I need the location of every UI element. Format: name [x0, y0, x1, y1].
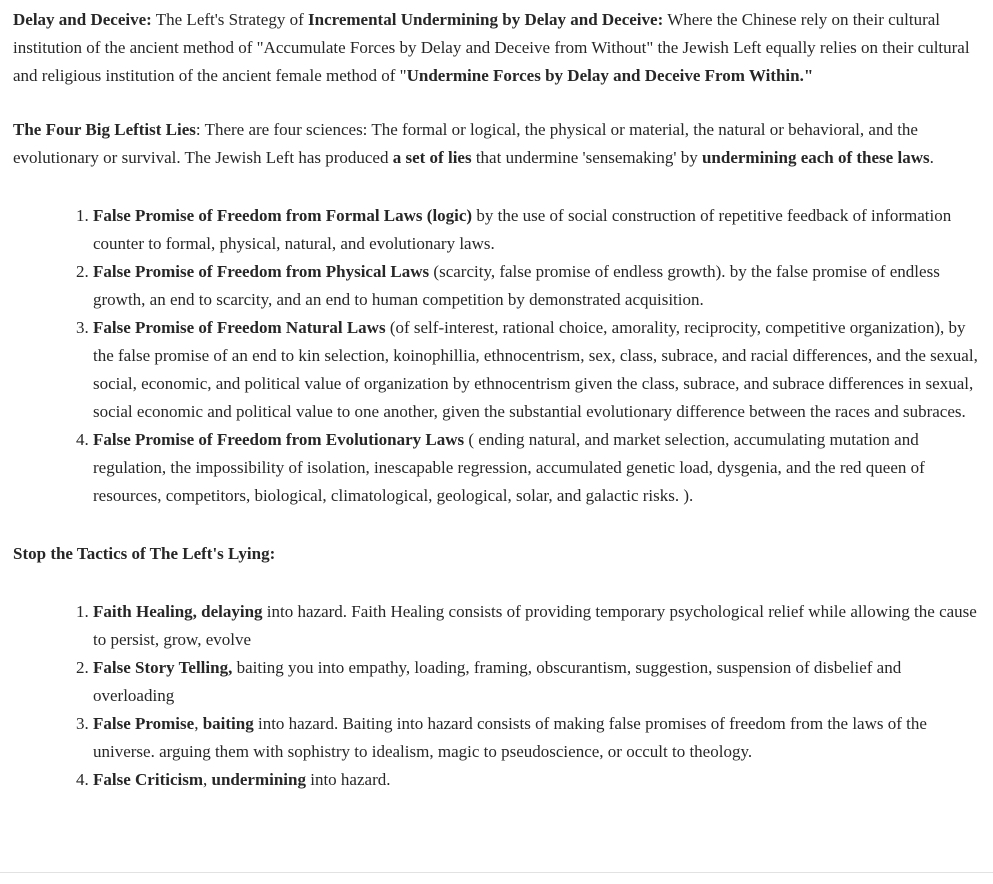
- list-item-physical-laws: 2. False Promise of Freedom from Physical Laws (scarcity, false promise of endless growth). by the false promise of endless growth, an end to scarcity, and an end to human competition by demonstrated acquisition.: [93, 258, 980, 314]
- list-item-formal-laws: 1. False Promise of Freedom from Formal Laws (logic) by the use of social construction of repetitive feedback of information counter to formal, physical, natural, and evolutionary laws.: [93, 202, 980, 258]
- list-lying-tactics: [13, 598, 980, 794]
- paragraph-delay-and-deceive: Delay and Deceive: The Left's Strategy of Incremental Undermining by Delay and Deceive: Where the Chinese rely on their cultural institution of the ancient method of "Accumulate Forces by Delay and Deceive from Without" the Jewish Left equally relies on their cultural and religious institution of the ancient female method of "Undermine Forces by Delay and Deceive From Within.": [13, 10, 970, 85]
- list-item-faith-healing: 1. Faith Healing, delaying into hazard. Faith Healing consists of providing temporary psychological relief while allowing the cause to persist, grow, evolve: [93, 598, 980, 654]
- paragraph-four-big-leftist-lies: The Four Big Leftist Lies: There are four sciences: The formal or logical, the physical or material, the natural or behavioral, and the evolutionary or survival. The Jewish Left has produced a set of lies that undermine 'sensemaking' by undermining each of these laws.: [13, 120, 934, 167]
- list-item-evolutionary-laws: 4. False Promise of Freedom from Evolutionary Laws ( ending natural, and market selection, accumulating mutation and regulation, the impossibility of isolation, inescapable regression, accumulated genetic load, dysgenia, and the red queen of resources, competitors, biological, climatological, geological, solar, and galactic risks. ).: [93, 426, 980, 510]
- list-item-natural-laws: 3. False Promise of Freedom Natural Laws (of self-interest, rational choice, amorality, reciprocity, competitive organization), by the false promise of an end to kin selection, koinophillia, ethnocentrism, sex, class, subrace, and racial differences, and the sexual, social, economic, and political value of organization by ethnocentrism given the class, subrace, and subrace differences in sexual, social economic and political value to one another, given the substantial evolutionary difference between the races and subraces.: [93, 314, 980, 426]
- list-item-false-story-telling: 2. False Story Telling, baiting you into empathy, loading, framing, obscurantism, suggestion, suspension of disbelief and overloading: [93, 654, 980, 710]
- list-item-false-promise: 3. False Promise, baiting into hazard. Baiting into hazard consists of making false promises of freedom from the laws of the universe. arguing them with sophistry to idealism, magic to pseudoscience, or occult to theology.: [93, 710, 980, 766]
- heading-stop-tactics: Stop the Tactics of The Left's Lying:: [13, 544, 276, 563]
- bottom-divider: [0, 872, 993, 873]
- list-false-promises: [13, 202, 980, 510]
- list-item-false-criticism: 4. False Criticism, undermining into hazard.: [93, 766, 980, 794]
